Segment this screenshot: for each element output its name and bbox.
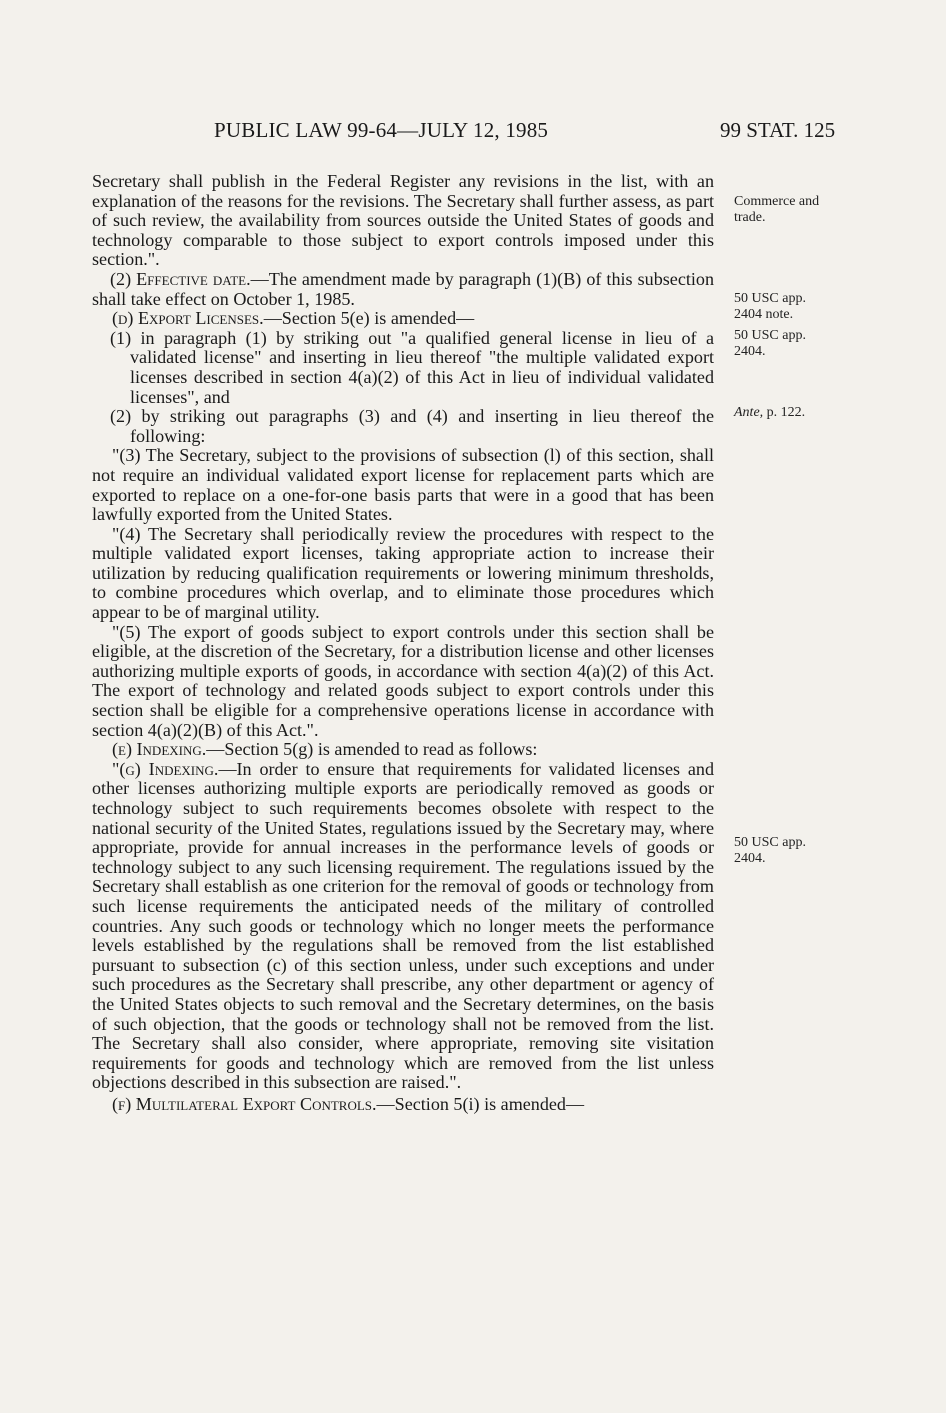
margin-note-line: 2404.: [734, 344, 766, 359]
heading-effective-date: (2) Effective date.: [110, 268, 251, 289]
margin-note-line: 2404.: [734, 851, 766, 866]
text-effective-date: —The amendment made by paragraph (1)(B) of this subsection shall take effect on October 1, 1985.: [92, 268, 714, 309]
page-header: [0, 118, 946, 146]
body-text: [92, 172, 714, 1115]
paragraph-effective-date: [54, 270, 714, 309]
heading-subsection-g: "(g) Indexing.: [112, 758, 219, 779]
margin-note-usc-2404-indexing: [734, 835, 854, 867]
text-subsection-g: —In order to ensure that requirements for validated licenses and other licenses authorizing multiple exports are periodically removed as goods or technology subject to such requirements becomes obsolete with respect to the national security of the United States, regulations issued by the Secretary may, where appropriate, provide for annual increases in the performance levels of goods or technology subject to any such licensing requirement. The regulations issued by the Secretary shall establish as one criterion for the removal of goods or technology from such license requirements the anticipated needs of the military of controlled countries. Any such goods or technology which no longer meets the performance levels established by the regulations shall be removed from the list established pursuant to subsection (c) of this section unless, under such exceptions and under such procedures as the Secretary shall prescribe, any other department or agency of the United States objects to such removal and the Secretary determines, on the basis of such objection, that the goods or technology shall not be removed from the list. The Secretary shall also consider, where appropriate, removing site visitation requirements for goods and technology which are removed from the list unless objections described in this subsection are raised.".: [92, 758, 715, 1093]
text-indexing: —Section 5(g) is amended to read as follows:: [206, 739, 538, 760]
margin-note-line: 50 USC app.: [734, 291, 806, 306]
text-export-licenses: —Section 5(e) is amended—: [263, 308, 475, 329]
margin-note-line: 2404 note.: [734, 307, 794, 322]
paragraph-subsection-4: "(4) The Secretary shall periodically review the procedures with respect to the multiple validated export licenses, taking appropriate action to increase their utilization by reducing qualification requirements or lowering minimum thresholds, to combine procedures which overlap, and to eliminate those procedures which appear to be of marginal utility.: [92, 523, 714, 623]
margin-note-line: trade.: [734, 210, 766, 225]
paragraph-amend-2: (2) by striking out paragraphs (3) and (4) and inserting in lieu thereof the following:: [110, 406, 714, 446]
paragraph-subsection-3: "(3) The Secretary, subject to the provisions of subsection (l) of this section, shall not require an individual validated export license for replacement parts which are exported to replace on a one-for-one basis parts that were in a good that has been lawfully exported from the United States.: [92, 445, 714, 525]
margin-note-ante-page: p. 122.: [763, 405, 806, 420]
margin-note-usc-2404-note: [734, 291, 854, 323]
paragraph-amend-1: (1) in paragraph (1) by striking out "a qualified general license in lieu of a validated license" and inserting in lieu thereof "the multiple validated export licenses described in section 4(a)(2) of this Act in lieu of individual validated licenses", and: [110, 327, 714, 407]
paragraph-subsection-5: "(5) The export of goods subject to export controls under this section shall be eligible, at the discretion of the Secretary, for a distribution license and other licenses authorizing multiple exports of goods, in accordance with section 4(a)(2) of this Act. The export of technology and related goods subject to export controls under this section shall be eligible for a comprehensive operations license in accordance with section 4(a)(2)(B) of this Act.".: [92, 621, 714, 740]
margin-note-line: 50 USC app.: [734, 328, 806, 343]
statute-page-number: 99 STAT. 125: [720, 118, 836, 142]
paragraph-subsection-g: [92, 760, 714, 1093]
heading-indexing: (e) Indexing.: [112, 739, 207, 760]
margin-note-line: Commerce and: [734, 194, 820, 209]
heading-multilateral: (f) Multilateral Export Controls.: [112, 1093, 377, 1114]
margin-note-usc-2404: [734, 328, 854, 360]
margin-note-ante: [734, 405, 854, 421]
margin-note-ante-italic: Ante,: [734, 405, 764, 420]
header-title: PUBLIC LAW 99-64—JULY 12, 1985: [214, 118, 549, 142]
paragraph-multilateral: [92, 1095, 714, 1115]
margin-note-commerce: [734, 194, 854, 226]
paragraph-indexing: [92, 740, 714, 760]
heading-export-licenses: (d) Export Licenses.: [112, 308, 264, 329]
text-multilateral: —Section 5(i) is amended—: [376, 1093, 585, 1114]
paragraph-continuation: Secretary shall publish in the Federal Register any revisions in the list, with an explanation of the reasons for the revisions. The Secretary shall further assess, as part of such review, the availability from sources outside the United States of goods and technology comparable to those subject to export controls imposed under this section.".: [92, 171, 714, 270]
paragraph-export-licenses: [92, 309, 714, 329]
margin-note-line: 50 USC app.: [734, 835, 806, 850]
